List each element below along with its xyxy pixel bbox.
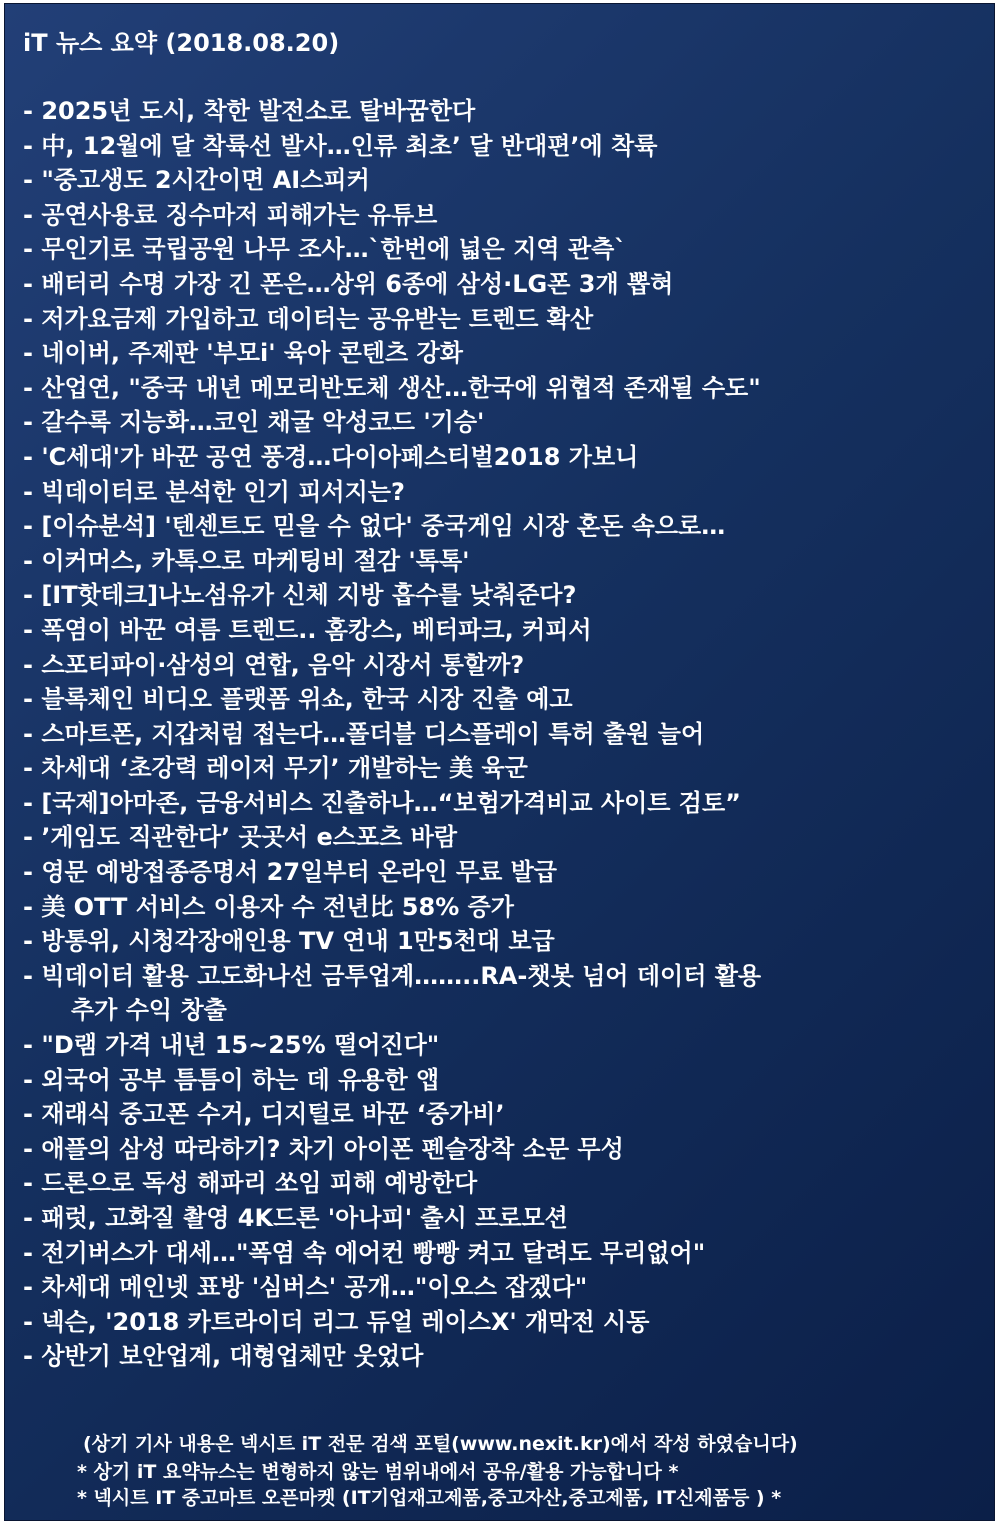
news-item: - 스마트폰, 지갑처럼 접는다…폴더블 디스플레이 특허 출원 늘어 xyxy=(23,719,705,748)
news-item: - 배터리 수명 가장 긴 폰은…상위 6종에 삼성·LG폰 3개 뽑혀 xyxy=(23,269,674,298)
news-item: - 블록체인 비디오 플랫폼 위쇼, 한국 시장 진출 예고 xyxy=(23,685,573,714)
news-item: - 공연사용료 징수마저 피해가는 유튜브 xyxy=(23,200,438,229)
news-item: - 차세대 ‘초강력 레이저 무기’ 개발하는 美 육군 xyxy=(23,754,528,783)
news-item: - 재래식 중고폰 수거, 디지털로 바꾼 ‘중가비’ xyxy=(23,1100,505,1129)
news-list xyxy=(23,94,983,1374)
news-item: - 2025년 도시, 착한 발전소로 탈바꿈한다 xyxy=(23,97,476,125)
news-item: - 상반기 보안업계, 대형업체만 웃었다 xyxy=(23,1342,424,1371)
market-note: * 넥시트 IT 중고마트 오픈마켓 (IT기업재고제품,중고자산,중고제품, IT신제품등 ) * xyxy=(77,1487,782,1509)
news-item: - 이커머스, 카톡으로 마케팅비 절감 '톡톡' xyxy=(23,546,470,575)
news-item: - 차세대 메인넷 표방 '심버스' 공개…"이오스 잡겠다" xyxy=(23,1273,588,1302)
continuation-text: 추가 수익 창출 xyxy=(71,996,227,1025)
news-item: - "D램 가격 내년 15~25% 떨어진다" xyxy=(23,1031,440,1060)
news-item: - 영문 예방접종증명서 27일부터 온라인 무료 발급 xyxy=(23,858,557,887)
page-title: iT 뉴스 요약 (2018.08.20) xyxy=(23,29,340,57)
news-item: - 저가요금제 가입하고 데이터는 공유받는 트렌드 확산 xyxy=(23,304,594,333)
news-item: - 넥슨, '2018 카트라이더 리그 듀얼 레이스X' 개막전 시동 xyxy=(23,1307,650,1336)
news-item: - 美 OTT 서비스 이용자 수 전년比 58% 증가 xyxy=(23,892,514,921)
news-item: - 외국어 공부 틈틈이 하는 데 유용한 앱 xyxy=(23,1065,440,1094)
news-item: - 애플의 삼성 따라하기? 차기 아이폰 펜슬장착 소문 무성 xyxy=(23,1134,624,1163)
news-item: - 폭염이 바꾼 여름 트렌드.. 홈캉스, 베터파크, 커피서 xyxy=(23,615,592,644)
news-item: - 네이버, 주제판 '부모i' 육아 콘텐츠 강화 xyxy=(23,339,463,368)
news-item: - 산업연, "중국 내년 메모리반도체 생산…한국에 위협적 존재될 수도" xyxy=(23,373,761,402)
news-item: - "중고생도 2시간이면 AI스피커 xyxy=(23,166,370,195)
news-item: - 패럿, 고화질 촬영 4K드론 '아나피' 출시 프로모션 xyxy=(23,1204,568,1232)
news-item: - [국제]아마존, 금융서비스 진출하나…“보험가격비교 사이트 검토” xyxy=(23,788,741,817)
news-item: - 빅데이터 활용 고도화나선 금투업계……..RA-챗봇 넘어 데이터 활용 xyxy=(23,961,762,990)
usage-note: * 상기 iT 요약뉴스는 변형하지 않는 범위내에서 공유/활용 가능합니다 * xyxy=(77,1461,679,1483)
news-item: - [이슈분석] '텐센트도 믿을 수 없다' 중국게임 시장 혼돈 속으로… xyxy=(23,512,726,541)
news-item-continuation xyxy=(23,993,983,1028)
news-item: - 드론으로 독성 해파리 쏘임 피해 예방한다 xyxy=(23,1169,478,1198)
news-item: - 방통위, 시청각장애인용 TV 연내 1만5천대 보급 xyxy=(23,927,555,956)
news-item: - 스포티파이·삼성의 연합, 음악 시장서 통할까? xyxy=(23,650,525,679)
news-item: - 'C세대'가 바꾼 공연 풍경…다이아페스티벌2018 가보니 xyxy=(23,442,639,471)
news-item: - ’게임도 직관한다’ 곳곳서 e스포츠 바람 xyxy=(23,823,458,852)
news-item: - 무인기로 국립공원 나무 조사…`한번에 넓은 지역 관측` xyxy=(23,235,627,264)
source-note: (상기 기사 내용은 넥시트 iT 전문 검색 포털(www.nexit.kr)에서 작성 하였습니다) xyxy=(83,1433,798,1455)
news-item: - [IT핫테크]나노섬유가 신체 지방 흡수를 낮춰준다? xyxy=(23,581,577,610)
news-item: - 中, 12월에 달 착륙선 발사…인류 최초’ 달 반대편’에 착륙 xyxy=(23,131,658,160)
news-item: - 갈수록 지능화…코인 채굴 악성코드 '기승' xyxy=(23,408,485,437)
news-item: - 전기버스가 대세…"폭염 속 에어컨 빵빵 켜고 달려도 무리없어" xyxy=(23,1238,706,1267)
news-item: - 빅데이터로 분석한 인기 피서지는? xyxy=(23,477,405,506)
news-summary-card xyxy=(4,3,995,1521)
